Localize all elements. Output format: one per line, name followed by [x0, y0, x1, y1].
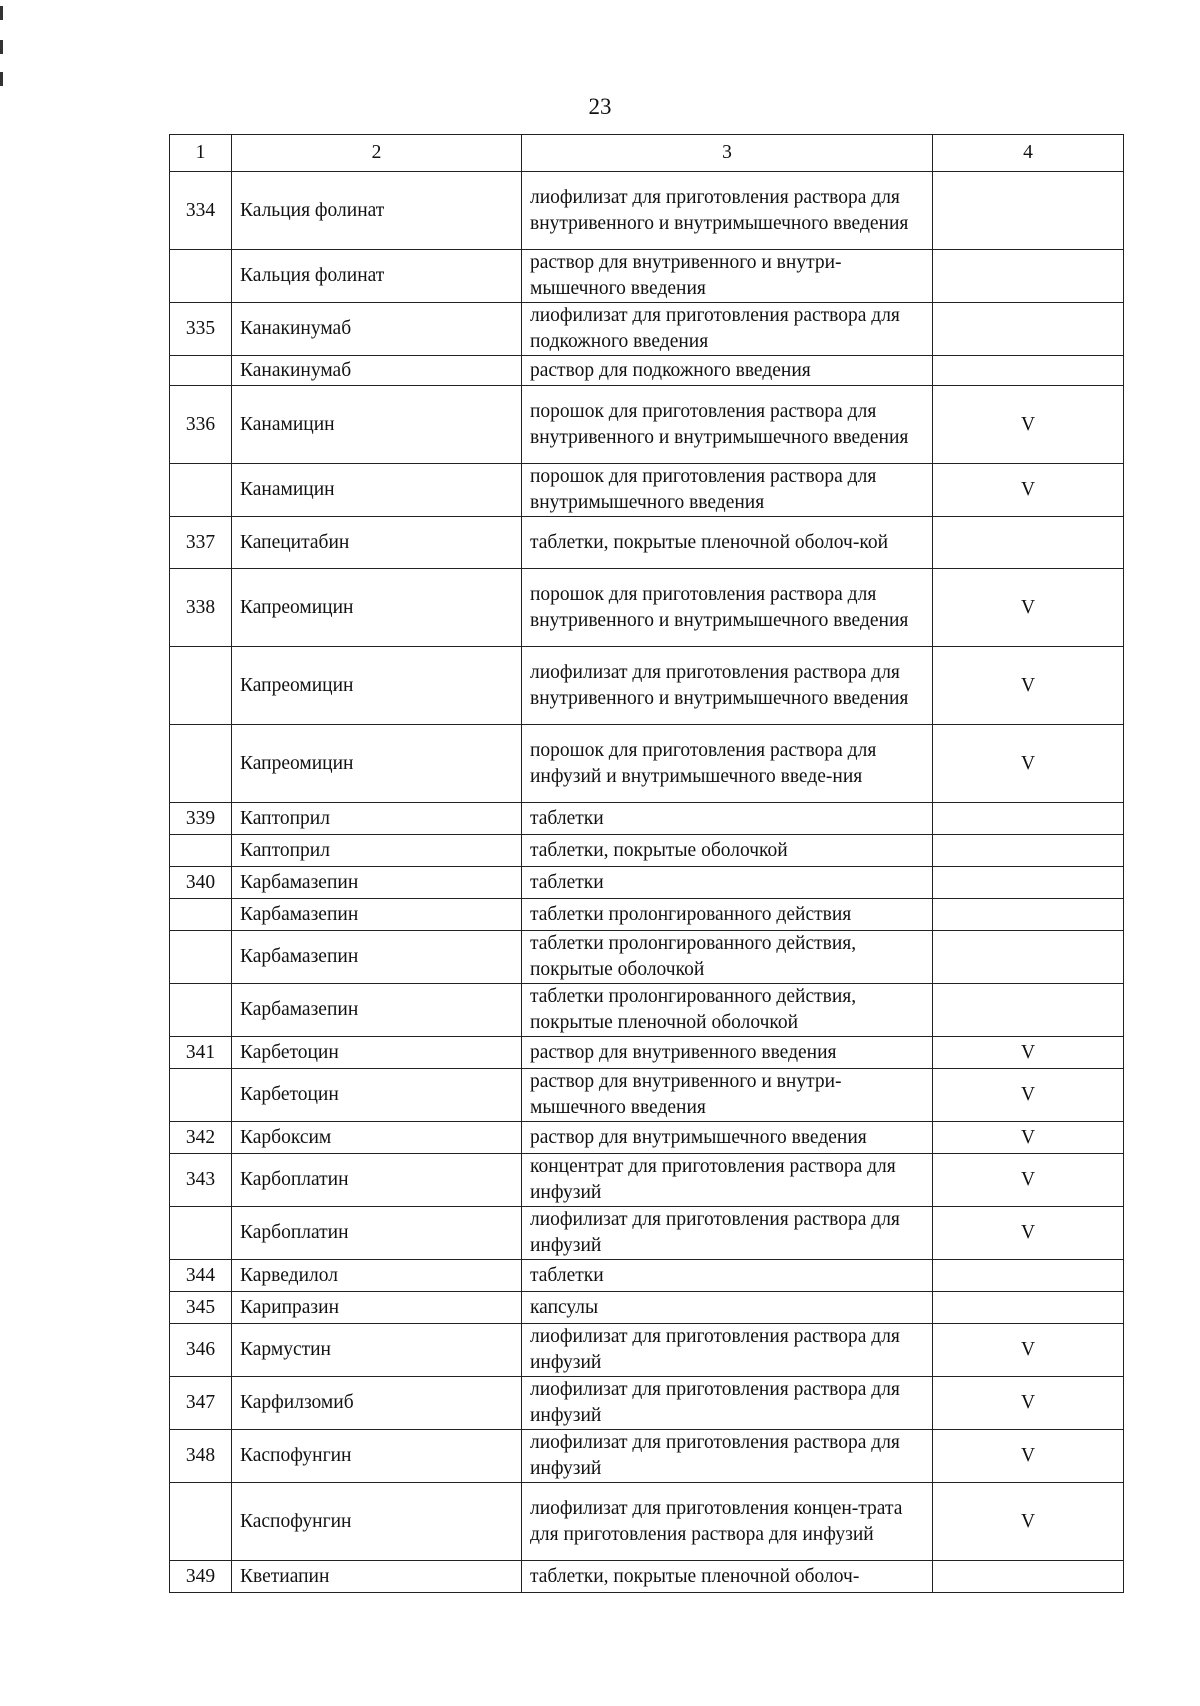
drug-name: Каптоприл [232, 835, 522, 867]
drug-name: Карбоплатин [232, 1207, 522, 1260]
drug-name: Карбоксим [232, 1122, 522, 1154]
row-number [170, 835, 232, 867]
table-row [170, 1561, 1124, 1593]
row-number [170, 1207, 232, 1260]
table-row [170, 1260, 1124, 1292]
table-row [170, 303, 1124, 356]
dosage-form: таблетки пролонгированного действия [522, 899, 933, 931]
dosage-form: таблетки пролонгированного действия, покрытые оболочкой [522, 931, 933, 984]
vital-mark: V [933, 1207, 1124, 1260]
vital-mark: V [933, 1037, 1124, 1069]
vital-mark: V [933, 1122, 1124, 1154]
drug-name: Карипразин [232, 1292, 522, 1324]
vital-mark [933, 517, 1124, 569]
drug-name: Карбамазепин [232, 931, 522, 984]
dosage-form: капсулы [522, 1292, 933, 1324]
table-row [170, 1292, 1124, 1324]
row-number: 343 [170, 1154, 232, 1207]
table-row [170, 1430, 1124, 1483]
column-header-2: 2 [232, 135, 522, 172]
vital-mark: V [933, 464, 1124, 517]
drug-name: Карфилзомиб [232, 1377, 522, 1430]
vital-mark [933, 803, 1124, 835]
vital-mark [933, 303, 1124, 356]
table-row [170, 867, 1124, 899]
row-number [170, 984, 232, 1037]
table-row [170, 569, 1124, 647]
vital-mark: V [933, 1069, 1124, 1122]
vital-mark [933, 899, 1124, 931]
table-row [170, 1207, 1124, 1260]
drug-name: Каспофунгин [232, 1483, 522, 1561]
medication-table [169, 134, 1124, 1593]
drug-name: Капреомицин [232, 647, 522, 725]
dosage-form: лиофилизат для приготовления раствора для инфузий [522, 1377, 933, 1430]
row-number: 334 [170, 172, 232, 250]
row-number [170, 250, 232, 303]
drug-name: Карбамазепин [232, 899, 522, 931]
row-number: 342 [170, 1122, 232, 1154]
dosage-form: таблетки [522, 803, 933, 835]
dosage-form: раствор для внутривенного и внутри-мышечного введения [522, 250, 933, 303]
dosage-form: концентрат для приготовления раствора для инфузий [522, 1154, 933, 1207]
row-number: 338 [170, 569, 232, 647]
drug-name: Карведилол [232, 1260, 522, 1292]
drug-name: Каптоприл [232, 803, 522, 835]
table-row [170, 172, 1124, 250]
column-header-1: 1 [170, 135, 232, 172]
dosage-form: таблетки пролонгированного действия, покрытые пленочной оболочкой [522, 984, 933, 1037]
table-row [170, 1069, 1124, 1122]
row-number: 337 [170, 517, 232, 569]
dosage-form: лиофилизат для приготовления раствора для инфузий [522, 1430, 933, 1483]
table-row [170, 1037, 1124, 1069]
dosage-form: раствор для внутривенного и внутри-мышечного введения [522, 1069, 933, 1122]
vital-mark: V [933, 1430, 1124, 1483]
row-number: 347 [170, 1377, 232, 1430]
table-row [170, 356, 1124, 386]
row-number: 344 [170, 1260, 232, 1292]
vital-mark: V [933, 569, 1124, 647]
dosage-form: порошок для приготовления раствора для внутримышечного введения [522, 464, 933, 517]
drug-name: Карбоплатин [232, 1154, 522, 1207]
table-row [170, 984, 1124, 1037]
table-row [170, 1324, 1124, 1377]
row-number [170, 725, 232, 803]
dosage-form: порошок для приготовления раствора для внутривенного и внутримышечного введения [522, 386, 933, 464]
column-header-4: 4 [933, 135, 1124, 172]
vital-mark [933, 984, 1124, 1037]
drug-name: Карбамазепин [232, 984, 522, 1037]
table-row [170, 931, 1124, 984]
row-number: 345 [170, 1292, 232, 1324]
vital-mark: V [933, 725, 1124, 803]
drug-name: Капреомицин [232, 725, 522, 803]
row-number: 346 [170, 1324, 232, 1377]
vital-mark [933, 835, 1124, 867]
dosage-form: лиофилизат для приготовления раствора для внутривенного и внутримышечного введения [522, 172, 933, 250]
vital-mark [933, 931, 1124, 984]
drug-name: Капецитабин [232, 517, 522, 569]
drug-name: Карбетоцин [232, 1037, 522, 1069]
dosage-form: таблетки [522, 1260, 933, 1292]
table-row [170, 647, 1124, 725]
drug-name: Кветиапин [232, 1561, 522, 1593]
vital-mark [933, 1260, 1124, 1292]
row-number [170, 931, 232, 984]
vital-mark: V [933, 1154, 1124, 1207]
row-number: 341 [170, 1037, 232, 1069]
vital-mark: V [933, 1324, 1124, 1377]
table-row [170, 1377, 1124, 1430]
table-row [170, 835, 1124, 867]
table-row [170, 899, 1124, 931]
vital-mark: V [933, 647, 1124, 725]
row-number [170, 464, 232, 517]
drug-name: Канакинумаб [232, 303, 522, 356]
row-number [170, 647, 232, 725]
dosage-form: порошок для приготовления раствора для инфузий и внутримышечного введе-ния [522, 725, 933, 803]
row-number [170, 356, 232, 386]
drug-name: Каспофунгин [232, 1430, 522, 1483]
drug-name: Карбамазепин [232, 867, 522, 899]
row-number: 336 [170, 386, 232, 464]
vital-mark [933, 250, 1124, 303]
dosage-form: порошок для приготовления раствора для внутривенного и внутримышечного введения [522, 569, 933, 647]
page-number: 23 [588, 94, 612, 119]
table-row [170, 464, 1124, 517]
dosage-form: лиофилизат для приготовления раствора для подкожного введения [522, 303, 933, 356]
row-number [170, 899, 232, 931]
dosage-form: лиофилизат для приготовления раствора для инфузий [522, 1207, 933, 1260]
table-row [170, 1483, 1124, 1561]
drug-name: Канамицин [232, 386, 522, 464]
dosage-form: раствор для подкожного введения [522, 356, 933, 386]
table-row [170, 725, 1124, 803]
drug-name: Капреомицин [232, 569, 522, 647]
dosage-form: лиофилизат для приготовления концен-трата для приготовления раствора для инфузий [522, 1483, 933, 1561]
dosage-form: таблетки, покрытые оболочкой [522, 835, 933, 867]
table-row [170, 386, 1124, 464]
row-number: 339 [170, 803, 232, 835]
table-row [170, 517, 1124, 569]
drug-name: Кармустин [232, 1324, 522, 1377]
vital-mark [933, 356, 1124, 386]
dosage-form: раствор для внутримышечного введения [522, 1122, 933, 1154]
row-number: 348 [170, 1430, 232, 1483]
dosage-form: лиофилизат для приготовления раствора для инфузий [522, 1324, 933, 1377]
dosage-form: таблетки, покрытые пленочной оболоч- [522, 1561, 933, 1593]
header-row [170, 135, 1124, 172]
vital-mark [933, 1561, 1124, 1593]
dosage-form: таблетки, покрытые пленочной оболоч-кой [522, 517, 933, 569]
drug-name: Кальция фолинат [232, 172, 522, 250]
drug-name: Кальция фолинат [232, 250, 522, 303]
dosage-form: раствор для внутривенного введения [522, 1037, 933, 1069]
row-number: 349 [170, 1561, 232, 1593]
vital-mark: V [933, 1377, 1124, 1430]
vital-mark: V [933, 1483, 1124, 1561]
row-number: 335 [170, 303, 232, 356]
vital-mark [933, 867, 1124, 899]
vital-mark [933, 1292, 1124, 1324]
dosage-form: лиофилизат для приготовления раствора для внутривенного и внутримышечного введения [522, 647, 933, 725]
table-row [170, 1122, 1124, 1154]
row-number: 340 [170, 867, 232, 899]
table-row [170, 1154, 1124, 1207]
column-header-3: 3 [522, 135, 933, 172]
vital-mark: V [933, 386, 1124, 464]
vital-mark [933, 172, 1124, 250]
table-row [170, 250, 1124, 303]
row-number [170, 1483, 232, 1561]
drug-name: Канамицин [232, 464, 522, 517]
row-number [170, 1069, 232, 1122]
table-row [170, 803, 1124, 835]
drug-name: Карбетоцин [232, 1069, 522, 1122]
dosage-form: таблетки [522, 867, 933, 899]
drug-name: Канакинумаб [232, 356, 522, 386]
